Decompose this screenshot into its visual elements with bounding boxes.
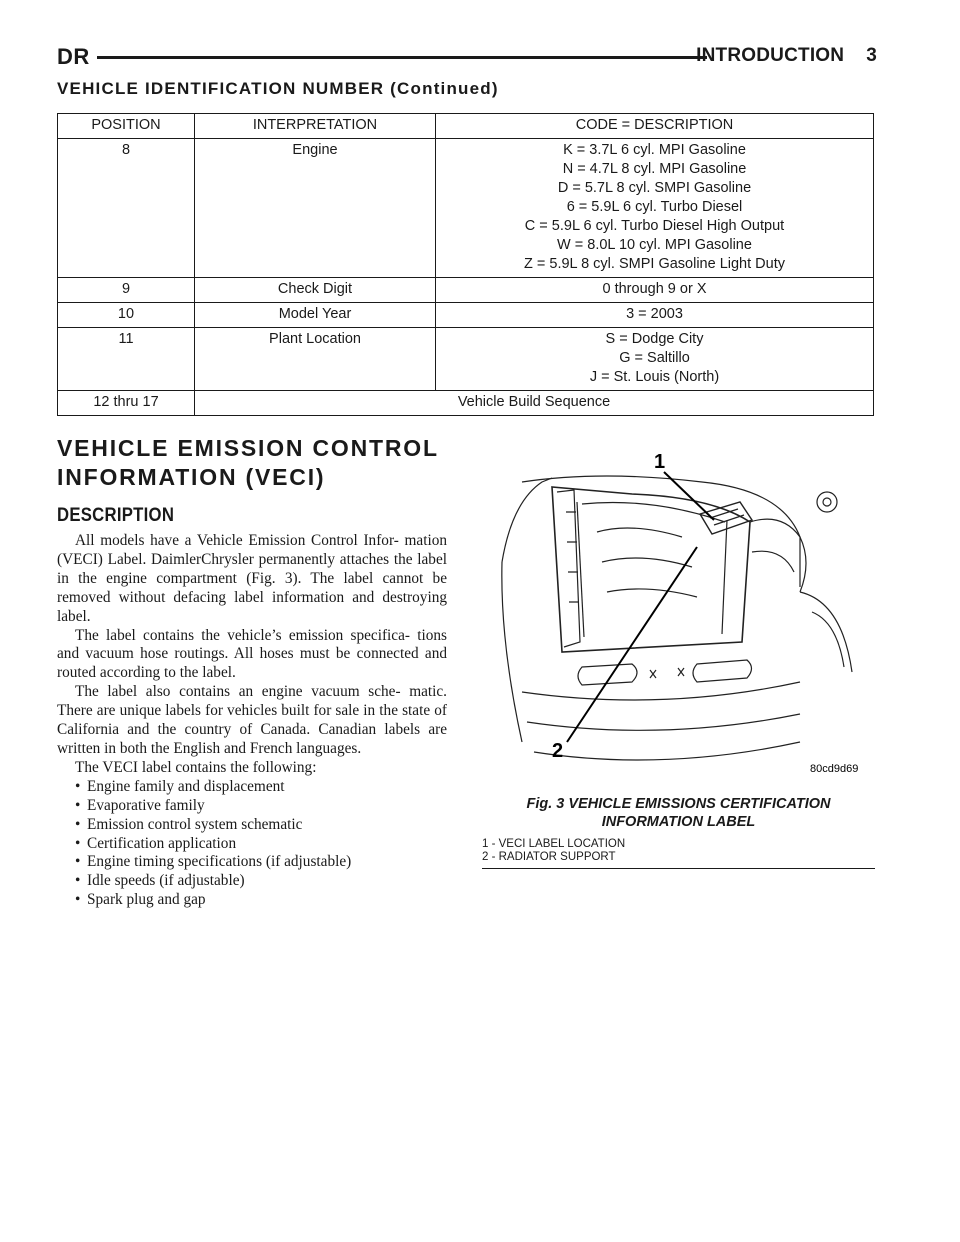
header-section-code: DR [57,44,90,69]
list-item: • Evaporative family [75,797,447,816]
paragraph: All models have a Vehicle Emission Control Infor- mation (VECI) Label. DaimlerChrysler permanently attaches the label in the engine compartment (Fig. 3). The label cannot be removed without defacing label information and destroying label. [57,532,447,625]
list-item: • Certification application [75,835,447,854]
table-row [58,391,874,416]
list-item: • Emission control system schematic [75,816,447,835]
cell-description: Vehicle Build Sequence [195,391,874,416]
header-code-description: CODE = DESCRIPTION [436,114,874,139]
cell-codes [436,328,874,391]
list-item: • Idle speeds (if adjustable) [75,872,447,891]
page-header [57,44,877,74]
cell-codes [436,303,874,328]
table-header-row [58,114,874,139]
table-row [58,328,874,391]
table-row [58,303,874,328]
code-line: 3 = 2003 [626,306,683,322]
list-item: • Engine timing specifications (if adjustable) [75,853,447,872]
legend-item: 1 - VECI LABEL LOCATION [482,838,626,850]
cell-interpretation: Check Digit [195,278,436,303]
table-row [58,139,874,278]
cell-interpretation: Plant Location [195,328,436,391]
paragraph: The VECI label contains the following: [75,758,317,776]
code-line: 0 through 9 or X [602,281,707,297]
code-line: K = 3.7L 6 cyl. MPI Gasoline [563,142,746,158]
code-line: D = 5.7L 8 cyl. SMPI Gasoline [557,180,752,196]
legend-item: 2 - RADIATOR SUPPORT [482,851,616,863]
figure-caption [482,795,875,831]
table-row [58,278,874,303]
code-line: S = Dodge City [605,331,704,347]
cell-interpretation: Model Year [195,303,436,328]
cell-codes [436,139,874,278]
figure-code: 80cd9d69 [810,763,859,775]
code-line: N = 4.7L 8 cyl. MPI Gasoline [562,161,747,177]
callout-1: 1 [654,451,666,473]
description-heading: DESCRIPTION [57,505,175,526]
cell-interpretation: Engine [195,139,436,278]
header-chapter-title: INTRODUCTION [696,45,845,66]
header-rule [97,56,707,59]
paragraph: The label contains the vehicle’s emission specifica- tions and vacuum hose routings. All hoses must be connected and routed according to the label. [57,626,447,682]
callout-2: 2 [552,740,564,762]
veci-title [57,434,477,492]
cell-codes [436,278,874,303]
veci-title-line: VEHICLE EMISSION CONTROL [57,435,439,461]
header-chapter [696,45,877,67]
cell-position: 10 [58,303,195,328]
veci-label-figure [482,442,875,777]
paragraph: The label also contains an engine vacuum sche- matic. There are unique labels for vehicles built for sale in the state of California and the country of Canada. Canadian labels are written in both the English and French languages. [57,683,447,757]
cell-position: 8 [58,139,195,278]
vin-table [57,113,874,416]
code-line: J = St. Louis (North) [589,369,720,385]
header-position: POSITION [58,114,195,139]
veci-contents-list [57,778,447,910]
page-number: 3 [866,45,877,66]
veci-title-line: INFORMATION (VECI) [57,464,326,490]
code-line: 6 = 5.9L 6 cyl. Turbo Diesel [566,199,743,215]
list-item: • Spark plug and gap [75,891,447,910]
list-item: • Engine family and displacement [75,778,447,797]
figure-caption-line: Fig. 3 VEHICLE EMISSIONS CERTIFICATION [526,796,831,812]
figure-legend [482,838,875,869]
description-body [57,532,447,910]
figure-caption-line: INFORMATION LABEL [601,814,756,830]
cell-position: 12 thru 17 [58,391,195,416]
code-line: W = 8.0L 10 cyl. MPI Gasoline [557,237,752,253]
cell-position: 9 [58,278,195,303]
code-line: C = 5.9L 6 cyl. Turbo Diesel High Output [524,218,785,234]
code-line: Z = 5.9L 8 cyl. SMPI Gasoline Light Duty [524,256,785,272]
code-line: G = Saltillo [619,350,690,366]
header-interpretation: INTERPRETATION [195,114,436,139]
cell-position: 11 [58,328,195,391]
section-title: VEHICLE IDENTIFICATION NUMBER (Continued) [57,79,499,98]
